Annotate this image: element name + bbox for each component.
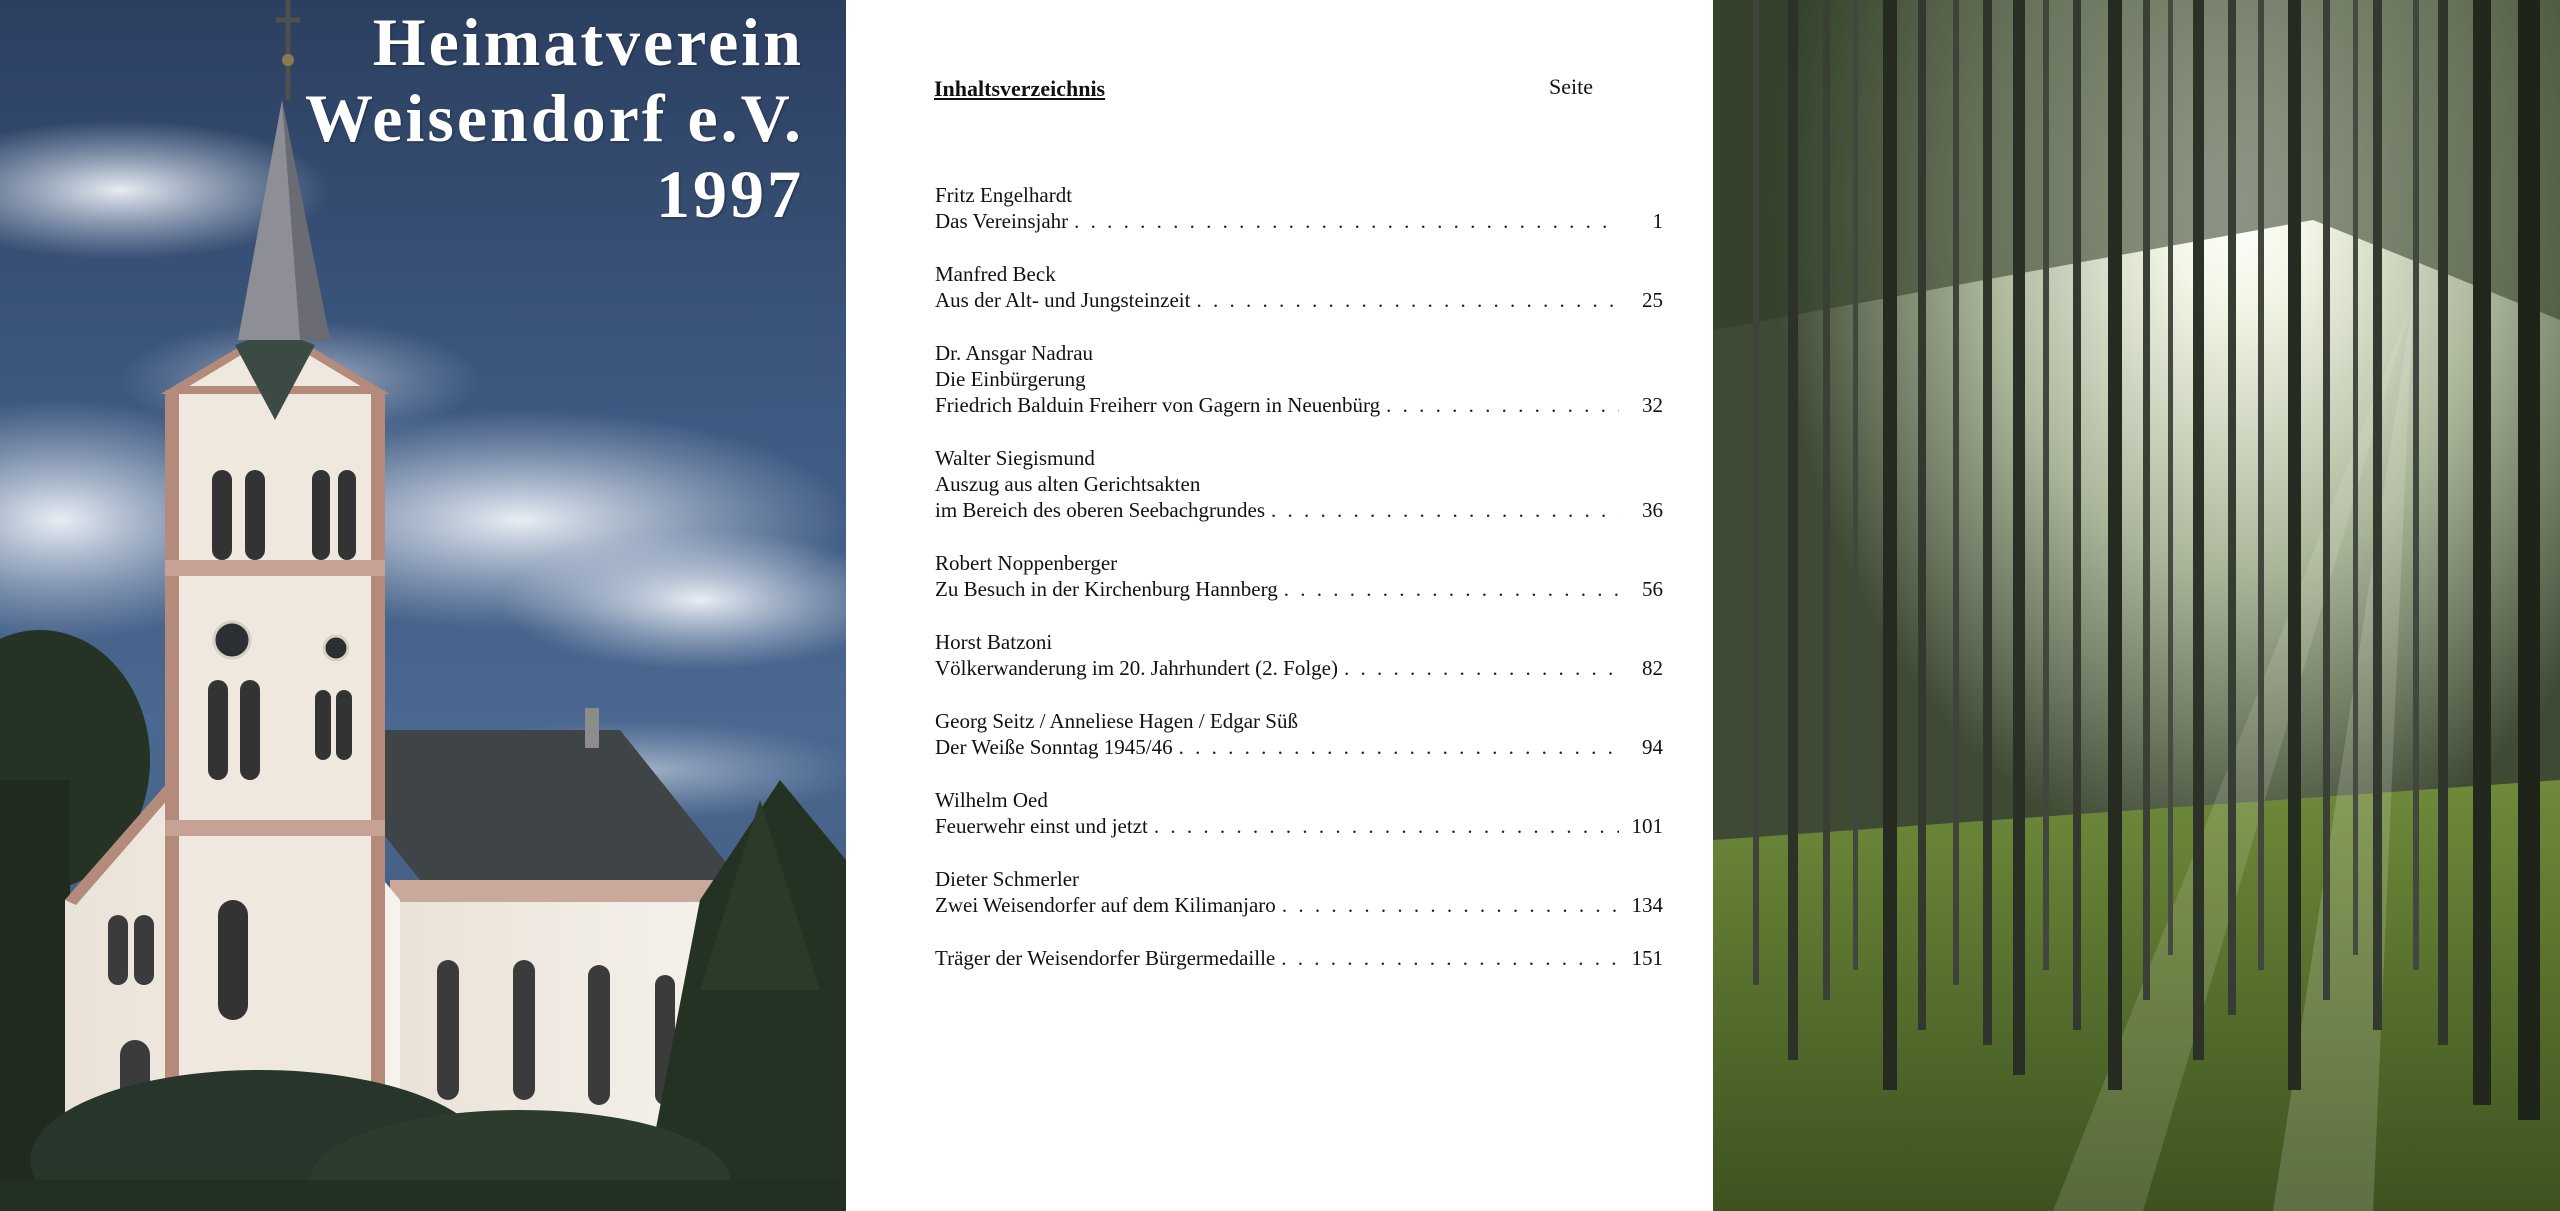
tree-trunk bbox=[2143, 0, 2150, 1000]
toc-entry-title-row bbox=[935, 945, 1663, 971]
toc-entry-page-number: 1 bbox=[1652, 209, 1663, 233]
toc-entry-author: Manfred Beck bbox=[935, 262, 1056, 286]
toc-page-column-label: Seite bbox=[1549, 74, 1593, 99]
tree-trunk bbox=[2168, 0, 2173, 955]
tree-trunk bbox=[1983, 0, 1992, 1045]
toc-heading: Inhaltsverzeichnis bbox=[934, 76, 1106, 101]
forest-panel bbox=[1713, 0, 2560, 1211]
toc-entry-title: Aus der Alt- und Jungsteinzeit bbox=[935, 288, 1191, 312]
tree-trunk bbox=[2323, 0, 2330, 1000]
cover-church-panel bbox=[0, 0, 846, 1211]
tree-trunk bbox=[2413, 0, 2419, 970]
tree-trunk bbox=[2518, 0, 2540, 1120]
toc-entry-page-number: 82 bbox=[1642, 656, 1663, 680]
cover-title-line-1: Heimatverein bbox=[372, 4, 804, 80]
cover-title-line-2: Weisendorf e.V. bbox=[305, 80, 804, 156]
toc-entry-title: Träger der Weisendorfer Bürgermedaille bbox=[935, 946, 1276, 970]
toc-entry-page-number: 94 bbox=[1642, 735, 1663, 759]
toc-entry-author: Georg Seitz / Anneliese Hagen / Edgar Süß bbox=[935, 709, 1298, 733]
toc-entry-title-row bbox=[935, 208, 1663, 234]
toc-dot-leader bbox=[1386, 392, 1619, 418]
toc-entry bbox=[935, 261, 1663, 313]
tree-trunk bbox=[2473, 0, 2491, 1105]
toc-entry-title: im Bereich des oberen Seebachgrundes bbox=[935, 498, 1266, 522]
tree-trunk bbox=[1853, 0, 1858, 970]
toc-entry bbox=[935, 866, 1663, 918]
toc-entry-title: Das Vereinsjahr bbox=[935, 209, 1069, 233]
toc-entry-title-row bbox=[935, 892, 1663, 918]
toc-entry-page-number: 56 bbox=[1642, 577, 1663, 601]
toc-entry bbox=[935, 787, 1663, 839]
toc-entry-title-row bbox=[935, 576, 1663, 602]
toc-entry-title: Feuerwehr einst und jetzt bbox=[935, 814, 1148, 838]
toc-dot-leader bbox=[1344, 655, 1619, 681]
tree-trunk bbox=[2438, 0, 2448, 1045]
toc-entry-page-number: 151 bbox=[1631, 946, 1663, 970]
toc-entry-author: Dieter Schmerler bbox=[935, 867, 1080, 891]
toc-entry-subtitle: Auszug aus alten Gerichtsakten bbox=[935, 472, 1201, 496]
toc-entry-title-row bbox=[935, 392, 1663, 418]
tree-trunk bbox=[2228, 0, 2236, 1015]
toc-entry-title: Zwei Weisendorfer auf dem Kilimanjaro bbox=[935, 893, 1276, 917]
toc-entry-author: Dr. Ansgar Nadrau bbox=[935, 341, 1094, 365]
tree-trunk bbox=[1883, 0, 1897, 1090]
toc-entry bbox=[935, 550, 1663, 602]
toc-entry bbox=[935, 629, 1663, 681]
toc-dot-leader bbox=[1282, 892, 1619, 918]
toc-entry-author: Horst Batzoni bbox=[935, 630, 1053, 654]
toc-entry-title-row bbox=[935, 655, 1663, 681]
toc-entry-title: Völkerwanderung im 20. Jahrhundert (2. Folge) bbox=[935, 656, 1338, 680]
tree-trunk bbox=[2043, 0, 2049, 970]
toc-entry-title: Zu Besuch in der Kirchenburg Hannberg bbox=[935, 577, 1278, 601]
toc-entry-title-row bbox=[935, 287, 1663, 313]
toc-page bbox=[846, 0, 1713, 1211]
toc-entry-page-number: 36 bbox=[1642, 498, 1663, 522]
toc-entry-author: Walter Siegismund bbox=[935, 446, 1095, 470]
toc-entry bbox=[935, 445, 1663, 523]
toc-entry-title-row bbox=[935, 813, 1663, 839]
toc-dot-leader bbox=[1281, 945, 1619, 971]
toc-list bbox=[935, 182, 1663, 998]
tree-trunk bbox=[2193, 0, 2204, 1060]
tree-trunk bbox=[1953, 0, 1959, 985]
toc-entry bbox=[935, 182, 1663, 234]
toc-entry-subtitle: Die Einbürgerung bbox=[935, 367, 1086, 391]
toc-entry-author: Robert Noppenberger bbox=[935, 551, 1118, 575]
tree-trunk bbox=[1918, 0, 1926, 1030]
toc-dot-leader bbox=[1074, 208, 1619, 234]
toc-entry-title-row bbox=[935, 497, 1663, 523]
toc-entry bbox=[935, 340, 1663, 418]
toc-entry-page-number: 101 bbox=[1631, 814, 1663, 838]
tree-trunk bbox=[2073, 0, 2081, 1030]
toc-entry bbox=[935, 945, 1663, 971]
tree-trunk bbox=[2288, 0, 2301, 1090]
tree-trunk bbox=[1823, 0, 1830, 1000]
tree-trunk bbox=[2013, 0, 2025, 1075]
toc-entry-author: Fritz Engelhardt bbox=[935, 183, 1073, 207]
tree-trunk bbox=[2108, 0, 2122, 1090]
tree-trunk bbox=[1753, 0, 1759, 985]
toc-entry-page-number: 25 bbox=[1642, 288, 1663, 312]
toc-entry-author: Wilhelm Oed bbox=[935, 788, 1048, 812]
toc-dot-leader bbox=[1179, 734, 1619, 760]
toc-entry-page-number: 134 bbox=[1631, 893, 1663, 917]
toc-entry-title-row bbox=[935, 734, 1663, 760]
tree-trunk bbox=[2373, 0, 2382, 1030]
toc-dot-leader bbox=[1196, 287, 1619, 313]
forest-photo-icon bbox=[1713, 0, 2560, 1211]
toc-entry bbox=[935, 708, 1663, 760]
toc-dot-leader bbox=[1271, 497, 1619, 523]
toc-entry-title: Friedrich Balduin Freiherr von Gagern in Neuenbürg bbox=[935, 393, 1381, 417]
tree-trunk bbox=[1788, 0, 1798, 1060]
toc-dot-leader bbox=[1154, 813, 1619, 839]
toc-dot-leader bbox=[1284, 576, 1619, 602]
tree-trunk bbox=[2258, 0, 2264, 970]
tree-trunk bbox=[2353, 0, 2358, 955]
toc-entry-title: Der Weiße Sonntag 1945/46 bbox=[935, 735, 1173, 759]
cover-title-line-3: 1997 bbox=[656, 156, 804, 232]
toc-entry-page-number: 32 bbox=[1642, 393, 1663, 417]
